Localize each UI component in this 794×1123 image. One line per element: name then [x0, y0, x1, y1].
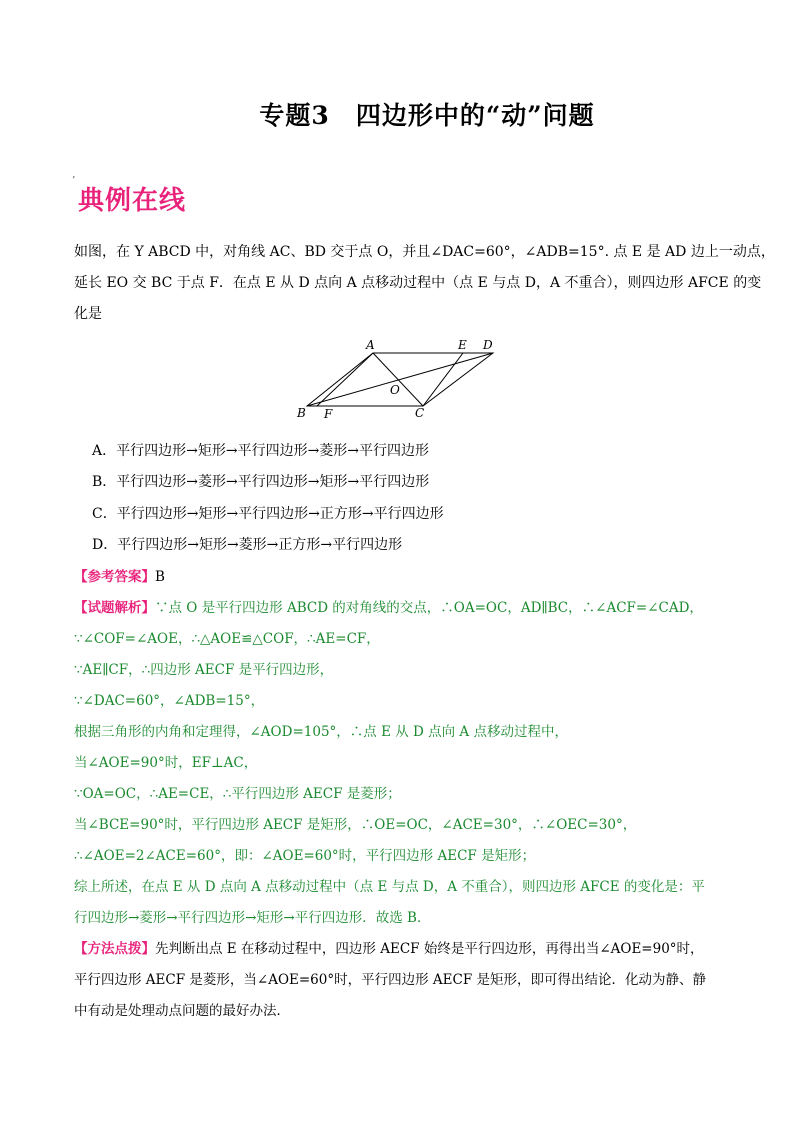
answer-tag: 【参考答案】	[74, 569, 155, 585]
diagonal-bd	[307, 353, 493, 406]
label-e: E	[458, 338, 467, 352]
label-f: F	[324, 407, 333, 421]
option-c: C．平行四边形→矩形→平行四边形→正方形→平行四边形	[92, 506, 444, 522]
label-d: D	[483, 338, 493, 352]
method-line: 中有动是处理动点问题的最好办法．	[74, 1003, 290, 1019]
option-b: B．平行四边形→菱形→平行四边形→矩形→平行四边形	[92, 474, 430, 490]
analysis-line: ∵∠COF=∠AOE，∴△AOE≌△COF，∴AE=CF，	[74, 631, 380, 647]
diagonal-ac	[373, 353, 423, 406]
label-a: A	[366, 338, 375, 352]
method-line: 平行四边形 AECF 是菱形，当∠AOE=60°时，平行四边形 AECF 是矩形，即可得出结论．化动为静、静	[74, 972, 706, 988]
section-mark: ʼ	[72, 176, 75, 186]
label-c: C	[415, 406, 425, 420]
analysis-line: ∵AE∥CF，∴四边形 AECF 是平行四边形，	[74, 662, 334, 678]
label-b: B	[297, 406, 306, 420]
analysis-line: 综上所述，在点 E 从 D 点向 A 点移动过程中（点 E 与点 D，A 不重合），则四边形 AFCE 的变化是：平	[74, 879, 705, 895]
analysis-line: 当∠BCE=90°时，平行四边形 AECF 是矩形，∴OE=OC，∠ACE=30°，∴∠OEC=30°，	[74, 817, 637, 833]
question-line: 如图，在 Y ABCD 中，对角线 AC、BD 交于点 O，并且∠DAC=60°，∠ADB=15°. 点 E 是 AD 边上一动点，	[74, 244, 775, 260]
page-title: 专题3 四边形中的“动”问题	[259, 101, 595, 130]
analysis-line: ∵∠DAC=60°，∠ADB=15°，	[74, 693, 265, 709]
parallelogram-figure	[290, 338, 510, 422]
analysis-first-line	[74, 596, 703, 616]
method-text: 先判断出点 E 在移动过程中，四边形 AECF 始终是平行四边形，再得出当∠AOE=90°时，	[155, 941, 704, 957]
analysis-line: ∴∠AOE=2∠ACE=60°，即：∠AOE=60°时，平行四边形 AECF 是矩形；	[74, 848, 536, 864]
option-d: D．平行四边形→矩形→菱形→正方形→平行四边形	[92, 537, 403, 553]
question-text	[74, 237, 775, 330]
question-line: 延长 EO 交 BC 于点 F．在点 E 从 D 点向 A 点移动过程中（点 E 与点 D，A 不重合），则四边形 AFCE 的变	[74, 275, 762, 291]
method-first-line	[74, 937, 704, 957]
section-heading: 典例在线	[78, 186, 187, 216]
analysis-line: 根据三角形的内角和定理得，∠AOD=105°，∴点 E 从 D 点向 A 点移动过程中，	[74, 724, 568, 740]
analysis-line: ∵OA=OC，∴AE=CE，∴平行四边形 AECF 是菱形；	[74, 786, 401, 802]
question-line: 化是	[74, 306, 102, 322]
answer-row	[74, 565, 165, 585]
analysis-line: 当∠AOE=90°时，EF⊥AC，	[74, 755, 258, 771]
option-a: A．平行四边形→矩形→平行四边形→菱形→平行四边形	[92, 443, 430, 459]
label-o: O	[390, 383, 400, 397]
answer-value: B	[155, 569, 165, 585]
analysis-text: ∵点 O 是平行四边形 ABCD 的对角线的交点，∴OA=OC，AD∥BC，∴∠ACF=∠CAD，	[155, 600, 703, 616]
method-tag: 【方法点拨】	[74, 941, 155, 957]
analysis-line: 行四边形→菱形→平行四边形→矩形→平行四边形．故选 B．	[74, 910, 431, 926]
analysis-tag: 【试题解析】	[74, 600, 155, 616]
quadrilateral-afce	[317, 353, 463, 406]
